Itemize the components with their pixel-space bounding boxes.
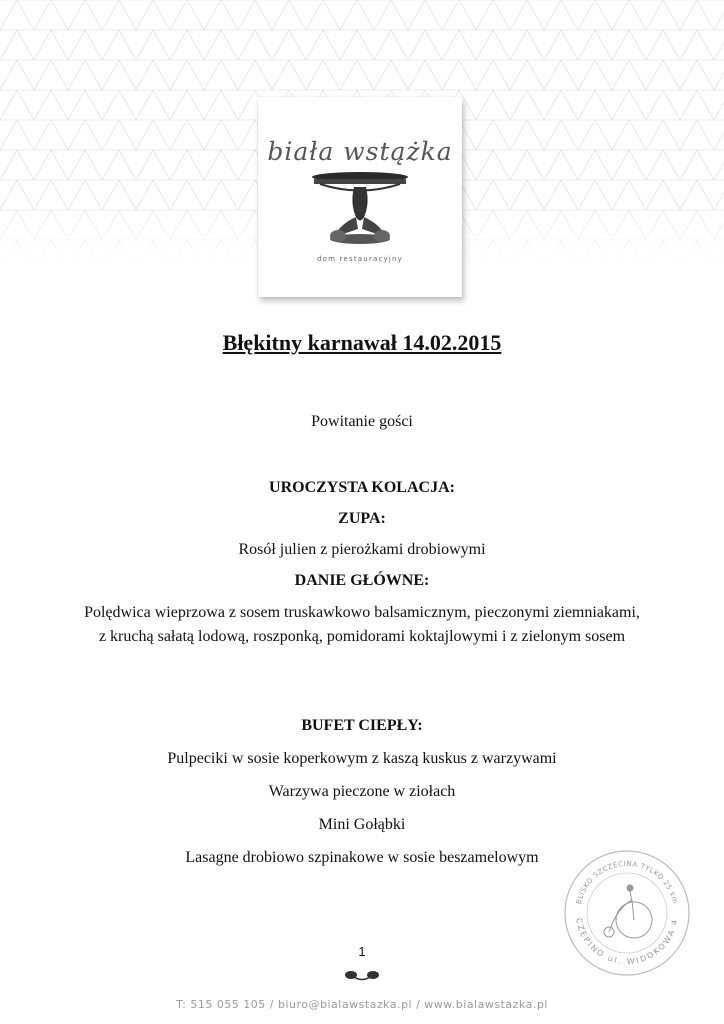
logo-card (258, 97, 462, 297)
welcome-line: Powitanie gości (311, 413, 413, 430)
ornate-table-icon (310, 169, 410, 249)
buffet-item: Lasagne drobiowo szpinakowe w sosie beszamelowym (185, 849, 539, 866)
main-course-item: Polędwica wieprzowa z sosem truskawkowo balsamicznym, pieczonymi ziemniakami, z kruchą sałatą lodową, roszponką, pomidorami koktajlowymi i z zielonym sosem (84, 604, 640, 645)
page-title: Błękitny karnawał 14.02.2015 (222, 330, 502, 355)
buffet-item: Warzywa pieczone w ziołach (268, 783, 456, 800)
svg-text:BLISKO SZCZECINA TYLKO 25 km (575, 860, 679, 905)
soup-item: Rosół julien z pierożkami drobiowymi (238, 541, 486, 558)
main-course-heading: DANIE GŁÓWNE: (294, 572, 430, 589)
page-number: 1 (358, 944, 366, 959)
footer-contact: T: 515 055 105 / biuro@bialawstazka.pl / www.bialawstazka.pl (176, 998, 548, 1011)
svg-text:CZEPINO ul. WIDOKOWA 4 (574, 917, 680, 966)
buffet-item: Pulpeciki w sosie koperkowym z kaszą kuskus z warzywami (167, 750, 557, 767)
soup-heading: ZUPA: (338, 510, 386, 527)
address-stamp (562, 848, 692, 978)
logo-name: biała wstążka (267, 137, 453, 166)
stamp-top-text: BLISKO SZCZECINA TYLKO 25 km (574, 859, 680, 906)
penny-farthing-icon (604, 885, 652, 938)
logo-subtitle: dom restauracyjny (316, 255, 403, 263)
buffet-item: Mini Gołąbki (318, 816, 406, 833)
buffet-heading: BUFET CIEPŁY: (301, 717, 423, 734)
knife-fork-spoon-icon (342, 968, 382, 984)
dinner-heading: UROCZYSTA KOLACJA: (269, 479, 455, 496)
stamp-bottom-text: CZEPINO ul. WIDOKOWA 4 (574, 917, 680, 967)
